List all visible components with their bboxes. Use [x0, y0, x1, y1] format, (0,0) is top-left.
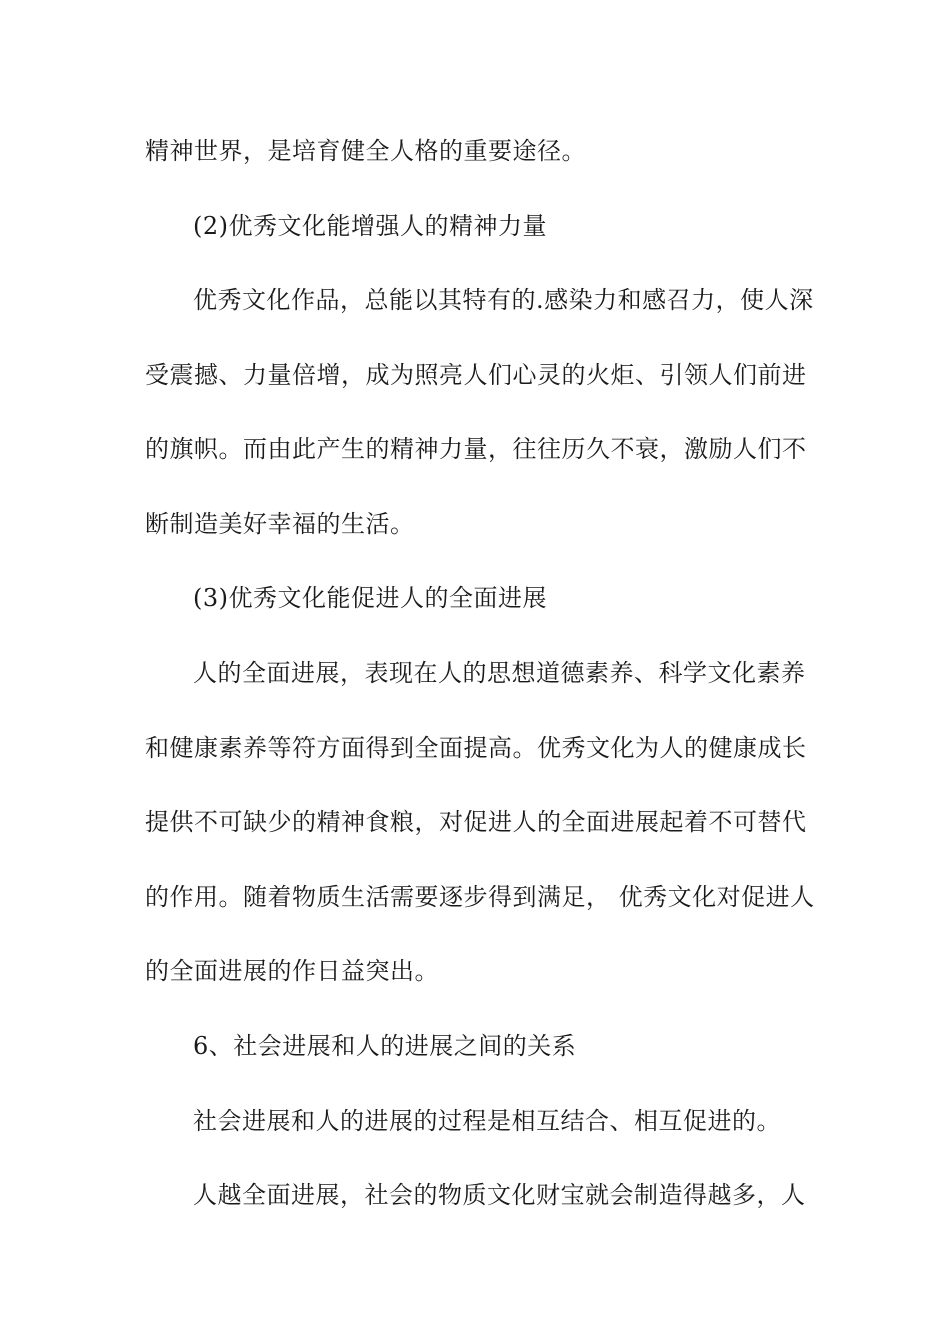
section-heading: 6、社会进展和人的进展之间的关系 [193, 1032, 577, 1060]
paragraph-line: 的全面进展的作日益突出。 [145, 957, 439, 985]
paragraph-line: 的作用。随着物质生活需要逐步得到满足， 优秀文化对促进人 [145, 883, 815, 911]
paragraph-line: 人越全面进展，社会的物质文化财宝就会制造得越多，人 [193, 1181, 806, 1209]
subsection-heading: (3)优秀文化能促进人的全面进展 [193, 584, 547, 612]
paragraph-line: 和健康素养等符方面得到全面提高。优秀文化为人的健康成长 [145, 734, 807, 762]
paragraph-line: 的旗帜。而由此产生的精神力量，往往历久不衰，激励人们不 [145, 435, 807, 463]
paragraph-line: 精神世界，是培育健全人格的重要途径。 [145, 137, 586, 165]
paragraph-line: 断制造美好幸福的生活。 [145, 510, 415, 538]
paragraph-line: 优秀文化作品，总能以其特有的.感染力和感召力，使人深 [193, 286, 814, 314]
paragraph-line: 提供不可缺少的精神食粮，对促进人的全面进展起着不可替代 [145, 808, 807, 836]
paragraph-line: 人的全面进展，表现在人的思想道德素养、科学文化素养 [193, 659, 806, 687]
subsection-heading: (2)优秀文化能增强人的精神力量 [193, 212, 547, 240]
paragraph-line: 受震撼、力量倍增，成为照亮人们心灵的火炬、引领人们前进 [145, 361, 807, 389]
paragraph-line: 社会进展和人的进展的过程是相互结合、相互促进的。 [193, 1107, 781, 1135]
